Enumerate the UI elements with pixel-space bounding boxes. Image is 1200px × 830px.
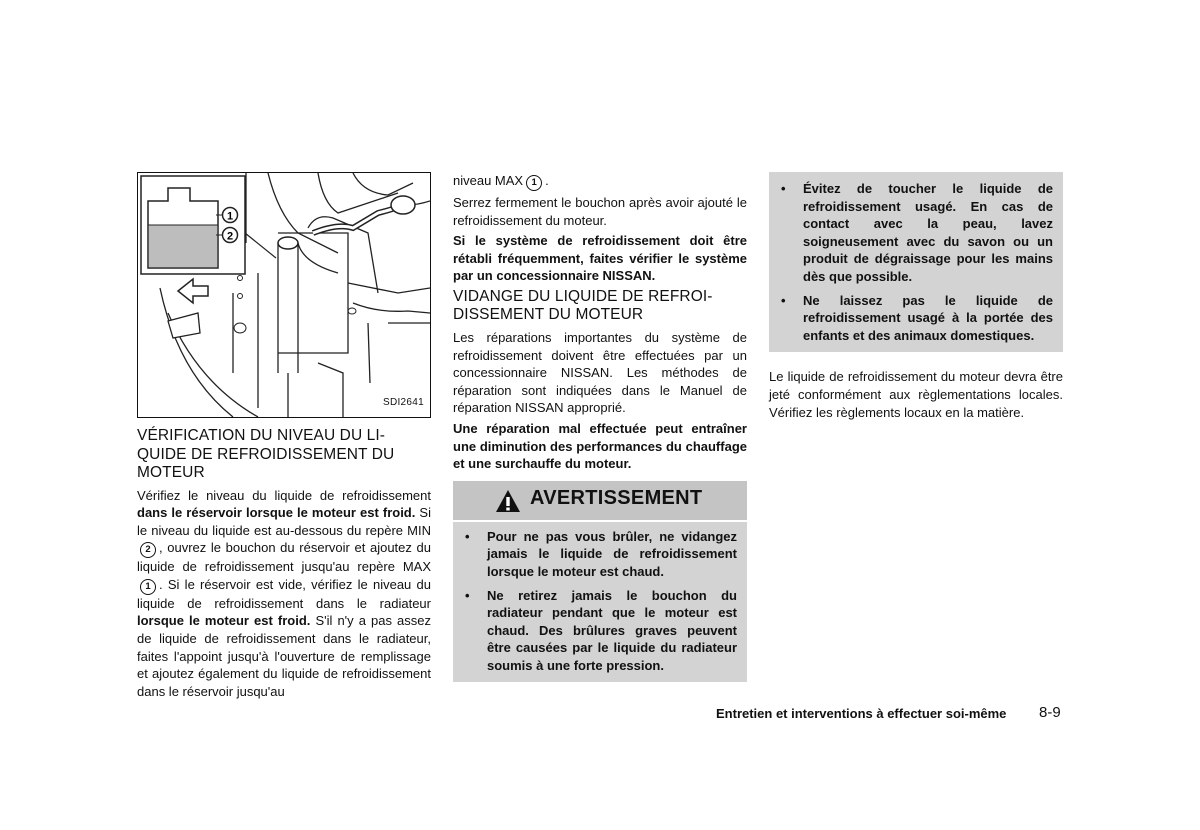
marker-max: 1	[140, 579, 156, 595]
paragraph-tighten-cap: Serrez fermement le bouchon après avoir ajouté le refroidissement du moteur.	[453, 195, 747, 228]
bullet-dot-icon: •	[781, 181, 786, 196]
warning-header	[453, 481, 747, 522]
column-middle	[453, 172, 747, 682]
bullet-dot-icon: •	[781, 292, 786, 308]
paragraph-continuation: niveau MAX 1 .	[453, 172, 747, 191]
column-left	[137, 172, 431, 703]
figure-id: SDI2641	[382, 397, 424, 409]
section-heading-draining: VIDANGE DU LIQUIDE DE REFROI-DISSEMENT DU MOTEUR	[453, 287, 713, 324]
warning-box	[453, 481, 747, 683]
coolant-reservoir-figure	[137, 172, 431, 418]
paragraph-verification: Vérifiez le niveau du liquide de refroidissement dans le réservoir lorsque le moteur est froid. Si le niveau du liquide est au-dessous du repère MIN2 , ouvrez le bouchon du réservoir et ajoutez du liquide de refroidissement jusqu'au repère MAX1 . Si le réservoir est vide, vérifiez le niveau du liquide de refroidissement dans le radiateur lorsque le moteur est froid. S'il n'y a pas assez de liquide de refroidissement dans le radiateur, faites l'appoint jusqu'à l'ouverture de remplissage et ajoutez également du liquide de refroidissement dans le réservoir jusqu'au	[137, 487, 431, 699]
warning-triangle-icon	[495, 489, 521, 513]
marker-max: 1	[526, 175, 542, 191]
section-heading-verification: VÉRIFICATION DU NIVEAU DU LI-QUIDE DE REFROIDISSEMENT DU MOTEUR	[137, 427, 395, 481]
list-item: • Évitez de toucher le liquide de refroidissement usagé. En cas de contact avec la peau, lavez soigneusement avec du savon ou un produit de dégraissage pour les mains dès que possible.	[781, 181, 1053, 284]
front-arrow-icon	[178, 279, 208, 303]
marker-min: 2	[140, 542, 156, 558]
engine-illustration	[138, 173, 430, 417]
paragraph-disposal: Le liquide de refroidissement du moteur devra être jeté conformément aux règlementations locales. Vérifiez les règlements locaux en la matière.	[769, 369, 1063, 420]
warning-continuation-box	[769, 172, 1063, 352]
callout-2-label: 2	[226, 230, 234, 243]
bullet-dot-icon: •	[465, 587, 470, 603]
paragraph-bold-note: Si le système de refroidissement doit être rétabli fréquemment, faites vérifier le système par un concessionnaire NISSAN.	[453, 233, 747, 284]
page-number: 8-9	[1039, 704, 1061, 721]
list-item: • Ne retirez jamais le bouchon du radiateur pendant que le moteur est chaud. Des brûlures graves peuvent être causées par le liquide du radiateur soumis à une forte pression.	[465, 587, 737, 673]
callout-1-label: 1	[226, 210, 234, 223]
paragraph-bad-repair: Une réparation mal effectuée peut entraîner une diminution des performances du chauffage et une surchauffe du moteur.	[453, 420, 747, 472]
paragraph-repairs: Les réparations importantes du système de refroidissement doivent être effectuées par un concessionnaire NISSAN. Les méthodes de réparation sont indiquées dans le Manuel de réparation NISSAN approprié.	[453, 329, 747, 416]
footer-section-title: Entretien et interventions à effectuer soi-même	[716, 706, 1007, 721]
list-item: • Pour ne pas vous brûler, ne vidangez jamais le liquide de refroidissement lorsque le moteur est chaud.	[465, 528, 737, 579]
column-right	[769, 172, 1063, 424]
list-item: • Ne laissez pas le liquide de refroidissement usagé à la portée des enfants et des animaux domestiques.	[781, 292, 1053, 343]
warning-title: AVERTISSEMENT	[530, 486, 703, 509]
bullet-dot-icon: •	[465, 528, 470, 544]
warning-list	[453, 522, 747, 683]
